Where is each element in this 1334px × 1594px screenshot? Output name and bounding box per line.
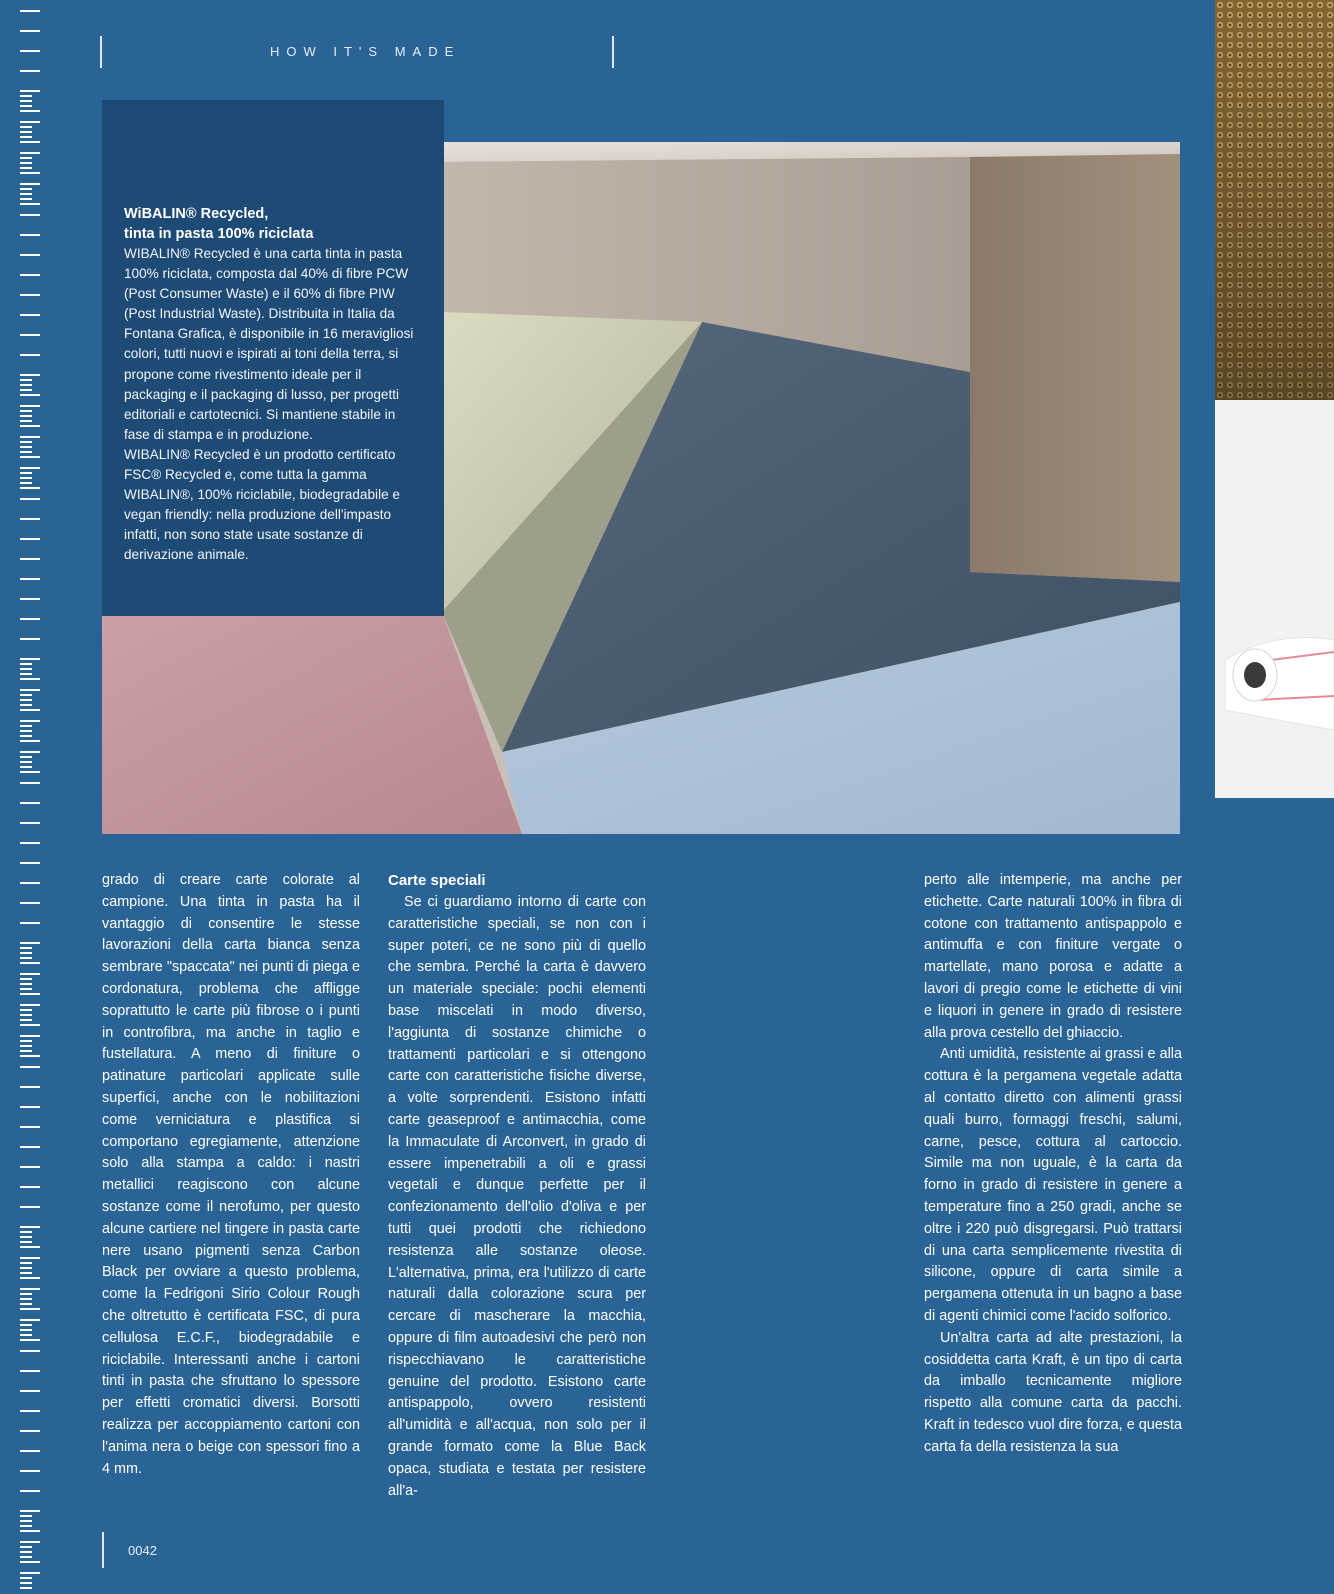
infobox-title-line2: tinta in pasta 100% riciclata	[124, 226, 314, 242]
section-label: HOW IT'S MADE	[270, 44, 461, 59]
column-1-paragraph: grado di creare carte colorate al campione. Una tinta in pasta ha il vantaggio di consentire le stesse lavorazioni della carta bianca senza sembrare "spaccata" nei punti di piega e cordonatura, problema che affligge soprattutto le carte più fibrose o i punti in controfibra, ma anche in taglio e fustellatura. A meno di finiture o patinature particolari applicate sulle superfici, anche con le nobilitazioni come verniciatura e plastifica si comportano egregiamente, attenzione solo alla stampa a caldo: i nastri metallici reagiscono con alcune sostanze come il nerofumo, per questo alcune cartiere nel tingere in pasta carte nere usano pigmenti senza Carbon Black per ovviare a questo problema, come la Fedrigoni Sirio Colour Rough che oltretutto è certificata FSC, di pura cellulosa E.C.F., biodegradabile e riciclabile. Interessanti anche i cartoni tinti in pasta che sfruttano lo spessore per effetti cromatici diversi. Borsotti realizza per accoppiamento cartoni con l'anima nera o beige con spessori fino a 4 mm.	[102, 872, 360, 1477]
column-3-paragraph-1: perto alle intemperie, ma anche per etichette. Carte naturali 100% in fibra di cotone con trattamento antispappolo e antimuffa e con finiture vergate o martellate, mano porosa e adatte a lavori di pregio come le etichette di vini e liquori in genere in grado di resistere alla prova cestello del ghiaccio.	[924, 872, 1182, 1041]
decorative-ruler	[20, 0, 42, 1594]
article-column-3	[924, 870, 1182, 1459]
infobox-title-line1: WiBALIN® Recycled,	[124, 206, 269, 222]
column-3-paragraph-2: Anti umidità, resistente ai grassi e alla cottura è la pergamena vegetale adatta al contatto diretto con alimenti grassi quali burro, formaggi freschi, salumi, carne, pesce, cottura al cartoccio. Simile ma non uguale, è la carta da forno in grado di resistere in genere a temperature fino a 250 gradi, anche se oltre i 220 può disgregarsi. Può trattarsi di una carta semplicemente rivestita di silicone, oppure di carta simile a pergamena ottenuta in un bagno a base di agenti chimici come l'acido solforico.	[924, 1046, 1182, 1324]
product-info-box	[102, 100, 444, 616]
column-3-paragraph-3: Un'altra carta ad alte prestazioni, la cosiddetta carta Kraft, è un tipo di carta da imballo tecnicamente migliore rispetto alla comune carta da pacchi. Kraft in tedesco vuol dire forza, e questa carta fa della resistenza la sua	[924, 1329, 1182, 1455]
article-column-1	[102, 870, 360, 1480]
infobox-paragraph-2: WIBALIN® Recycled è un prodotto certificato FSC® Recycled e, come tutta la gamma WIBALIN®, 100% riciclabile, biodegradabile e vegan friendly: nella produzione dell'impasto infatti, non sono state usate sostanze di derivazione animale.	[124, 446, 400, 563]
mesh-material-photo	[1215, 0, 1334, 400]
header-divider-right	[612, 36, 614, 68]
paper-roll-photo	[1215, 400, 1334, 798]
header-divider-left	[100, 36, 102, 68]
page-number: 0042	[128, 1543, 157, 1558]
article-column-2	[388, 870, 646, 1502]
column-2-paragraph: Se ci guardiamo intorno di carte con caratteristiche speciali, se non con i super poteri, ce ne sono più di quello che sembra. Perché la carta è davvero un materiale speciale: pochi elementi base miscelati in modo diverso, l'aggiunta di sostanze chimiche o trattamenti particolari e si ottengono carte con caratteristiche fisiche diverse, a volte sorprendenti. Esistono infatti carte geaseproof e antimacchia, come la Immaculate di Arconvert, in grado di essere impenetrabili a oli e grassi vegetali e dunque perfette per il confezionamento dell'olio d'oliva e per tutti quei prodotti che richiedono resistenza alle sostanze oleose. L'alternativa, prima, era l'utilizzo di carte naturali dalla colorazione scura per cercare di mascherare la macchia, oppure di film autoadesivi che però non rispecchiavano le caratteristiche genuine del prodotto. Esistono carte antispappolo, ovvero resistenti all'umidità e all'acqua, non solo per il grande formato come la Blue Back opaca, studiata e testata per resistere all'a-	[388, 894, 646, 1499]
infobox-title	[124, 204, 364, 244]
infobox-paragraph-1: WIBALIN® Recycled è una carta tinta in pasta 100% riciclata, composta dal 40% di fibre PCW (Post Consumer Waste) e il 60% di fibre PIW (Post Industrial Waste). Distribuita in Italia da Fontana Grafica, è disponibile in 16 meravigliosi colori, tutti nuovi e ispirati ai toni della terra, si propone come rivestimento ideale per il packaging e il packaging di lusso, per progetti editoriali e cartotecnici. Si mantiene stabile in fase di stampa e in produzione.	[124, 246, 414, 442]
column-2-heading: Carte speciali	[388, 872, 486, 889]
footer-divider	[102, 1532, 104, 1568]
